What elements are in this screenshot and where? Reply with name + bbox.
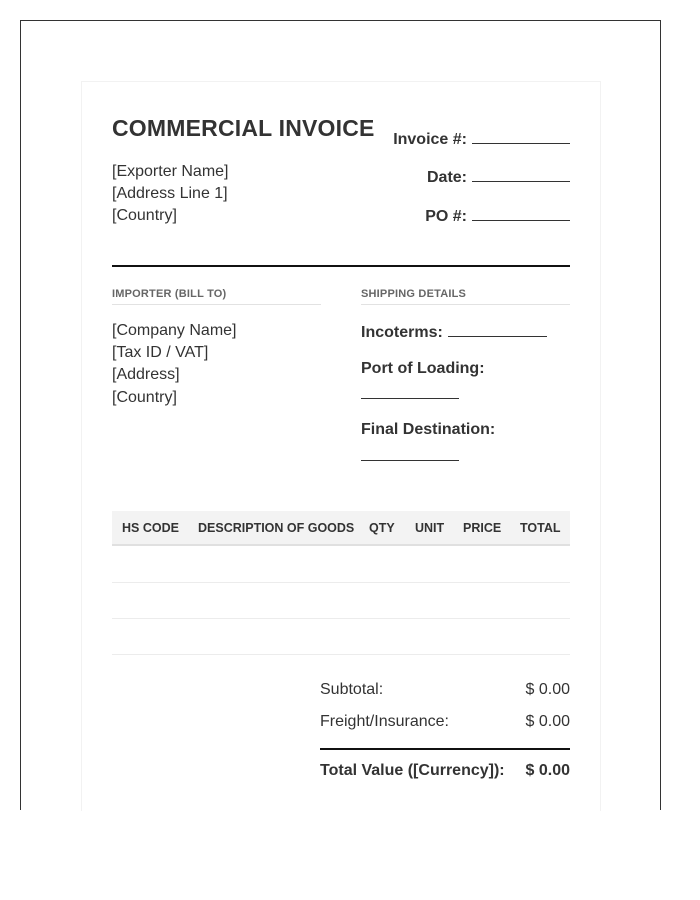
po-number-field [425,206,570,226]
exporter-country: [Country] [112,207,177,224]
date-field [427,167,570,187]
final-destination-blank[interactable] [361,460,459,461]
freight-value: $ 0.00 [525,713,570,730]
shipping-heading: SHIPPING DETAILS [361,288,570,305]
exporter-address: [Address Line 1] [112,185,228,202]
goods-table-header [112,511,570,546]
column-description: DESCRIPTION OF GOODS [198,521,355,535]
invoice-number-label: Invoice #: [393,131,467,148]
table-row[interactable] [112,618,570,619]
subtotal-label: Subtotal: [320,681,384,698]
date-label: Date: [426,169,467,186]
invoice-number-field [393,129,570,149]
port-of-loading-blank[interactable] [361,398,459,399]
final-destination-label: Final Destination: [361,421,496,438]
subtotal-value: $ 0.00 [525,681,570,698]
importer-address: [Address] [112,366,180,383]
incoterms-field [361,322,547,342]
importer-tax-id: [Tax ID / VAT] [112,344,209,361]
column-qty: QTY [369,521,395,535]
column-hs-code: HS CODE [122,521,179,535]
total-value: $ 0.00 [525,762,570,779]
column-price: PRICE [463,521,502,535]
incoterms-blank[interactable] [448,322,547,337]
column-total: TOTAL [520,521,561,535]
header-divider [112,265,570,267]
invoice-number-blank[interactable] [472,129,570,144]
port-of-loading-label: Port of Loading: [361,360,485,377]
table-row[interactable] [112,582,570,583]
invoice-title: COMMERCIAL INVOICE [112,115,375,141]
po-number-label: PO #: [425,208,467,225]
exporter-name: [Exporter Name] [112,163,229,180]
importer-company: [Company Name] [112,322,237,339]
importer-country: [Country] [112,389,177,406]
date-blank[interactable] [472,167,570,182]
po-number-blank[interactable] [472,206,570,221]
total-value-label: Total Value ([Currency]): [320,762,505,779]
freight-label: Freight/Insurance: [320,713,449,730]
column-unit: UNIT [415,521,445,535]
importer-heading: IMPORTER (BILL TO) [112,288,321,305]
incoterms-label: Incoterms: [361,324,443,341]
totals-divider [320,748,570,750]
table-row[interactable] [112,654,570,655]
